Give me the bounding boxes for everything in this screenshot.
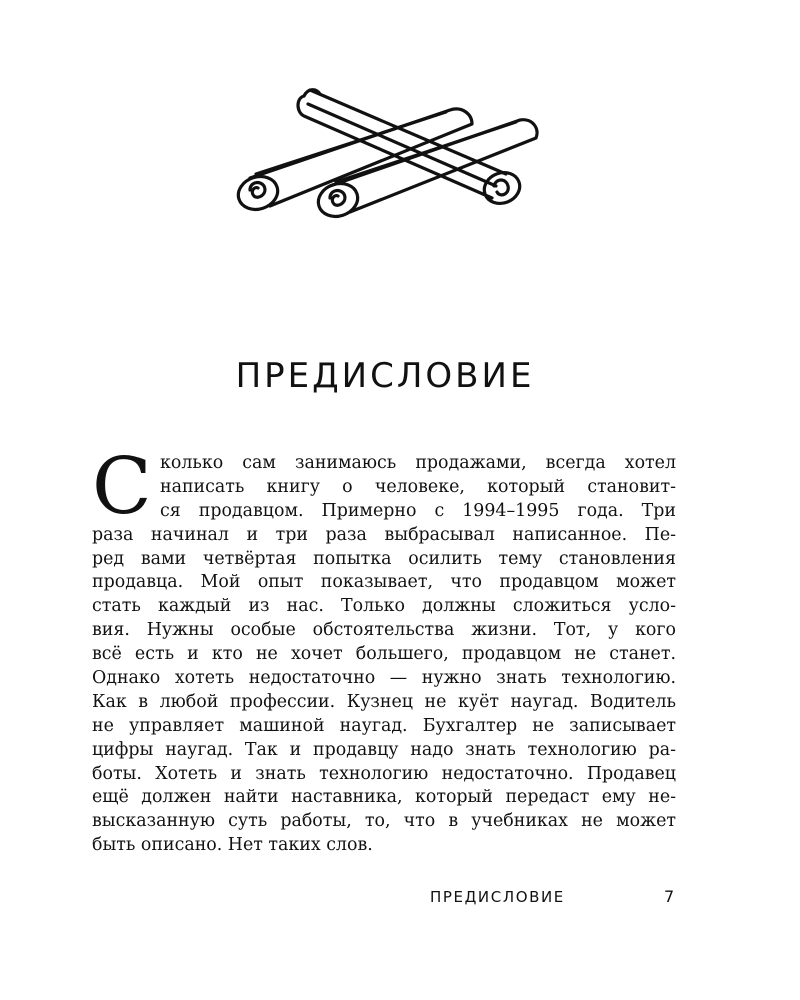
running-footer-title: ПРЕДИСЛОВИЕ xyxy=(430,888,565,906)
text-line: не управляет машиной наугад. Бухгалтер не записывает xyxy=(92,715,676,736)
text-line: написать книгу о человеке, который становит- xyxy=(160,476,676,497)
text-line: ся продавцом. Примерно с 1994–1995 года. Три xyxy=(160,500,676,521)
text-line: стать каждый из нас. Только должны сложиться усло- xyxy=(92,596,676,617)
text-line: раза начинал и три раза выбрасывал написанное. Пе- xyxy=(92,524,676,545)
body-paragraph xyxy=(92,452,676,858)
chapter-title: ПРЕДИСЛОВИЕ xyxy=(235,356,535,396)
text-line: Однако хотеть недостаточно — нужно знать технологию. xyxy=(92,668,676,689)
cinnamon-sticks-illustration xyxy=(210,78,550,238)
text-line: высказанную суть работы, то, что в учебниках не может xyxy=(92,811,676,832)
text-line: ещё должен найти наставника, который передаст ему не- xyxy=(92,787,676,808)
text-line: цифры наугад. Так и продавцу надо знать технологию ра- xyxy=(92,739,676,760)
text-line: продавца. Мой опыт показывает, что продавцом может xyxy=(92,572,676,593)
text-line: колько сам занимаюсь продажами, всегда хотел xyxy=(160,453,676,473)
text-line: ред вами четвёртая попытка осилить тему становления xyxy=(92,548,676,569)
text-line: боты. Хотеть и знать технологию недостаточно. Продавец xyxy=(92,763,676,784)
text-line: вия. Нужны особые обстоятельства жизни. Тот, у кого xyxy=(92,620,676,641)
page-number: 7 xyxy=(664,887,675,906)
text-line: Как в любой профессии. Кузнец не куёт наугад. Водитель xyxy=(92,691,676,712)
text-line: всё есть и кто не хочет большего, продавцом не станет. xyxy=(92,644,676,665)
text-line: быть описано. Нет таких слов. xyxy=(92,835,373,856)
drop-cap: С xyxy=(92,442,152,532)
